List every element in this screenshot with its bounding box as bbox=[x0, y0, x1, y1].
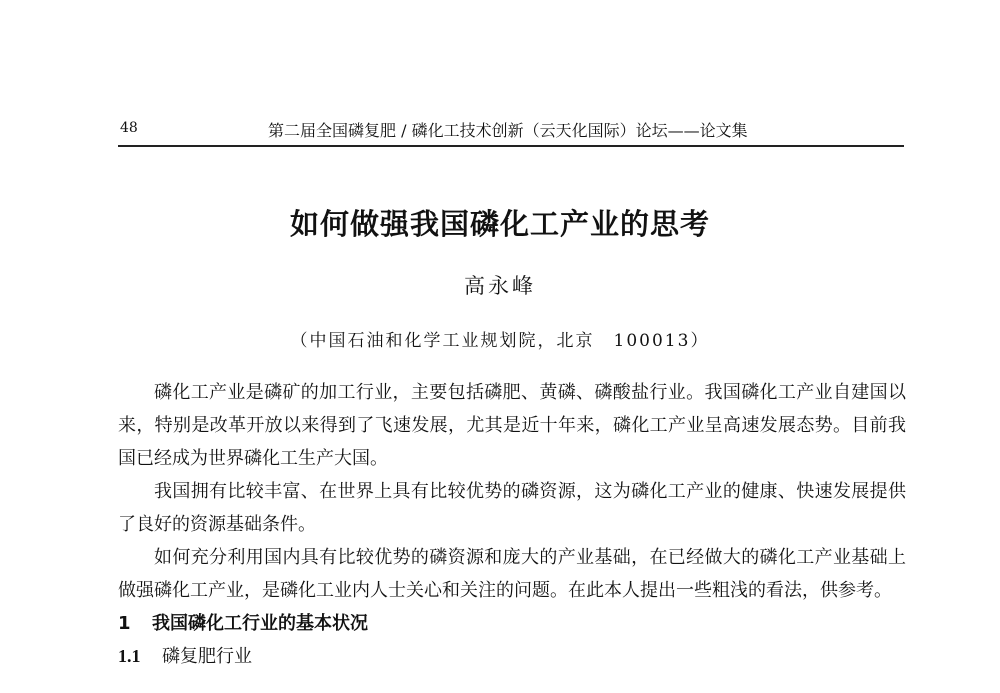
section-heading bbox=[118, 607, 906, 640]
running-header bbox=[118, 118, 904, 144]
body-paragraph: 磷化工产业是磷矿的加工行业，主要包括磷肥、黄磷、磷酸盐行业。我国磷化工产业自建国以来，特别是改革开放以来得到了飞速发展，尤其是近十年来，磷化工产业呈高速发展态势。目前我国已经成为世界磷化工生产大国。 bbox=[118, 382, 906, 469]
subsection-heading bbox=[118, 640, 906, 673]
body-paragraph: 我国拥有比较丰富、在世界上具有比较优势的磷资源，这为磷化工产业的健康、快速发展提供了良好的资源基础条件。 bbox=[118, 481, 906, 535]
header-rule bbox=[118, 145, 904, 147]
article-title: 如何做强我国磷化工产业的思考 bbox=[289, 207, 710, 241]
section-number: 1 bbox=[118, 613, 131, 634]
article-body bbox=[118, 376, 906, 673]
running-title: 第二届全国磷复肥 / 磷化工技术创新（云天化国际）论坛——论文集 bbox=[268, 121, 748, 140]
subsection-title: 磷复肥行业 bbox=[162, 646, 252, 667]
body-paragraph: 如何充分利用国内具有比较优势的磷资源和庞大的产业基础，在已经做大的磷化工产业基础上做强磷化工产业，是磷化工业内人士关心和关注的问题。在此本人提出一些粗浅的看法，供参考。 bbox=[118, 547, 906, 601]
article-author: 高永峰 bbox=[464, 274, 536, 298]
subsection-number: 1.1 bbox=[118, 646, 141, 666]
page-number: 48 bbox=[120, 120, 138, 136]
section-title: 我国磷化工行业的基本状况 bbox=[152, 613, 368, 634]
author-affiliation: （中国石油和化学工业规划院，北京 100013） bbox=[290, 331, 710, 351]
